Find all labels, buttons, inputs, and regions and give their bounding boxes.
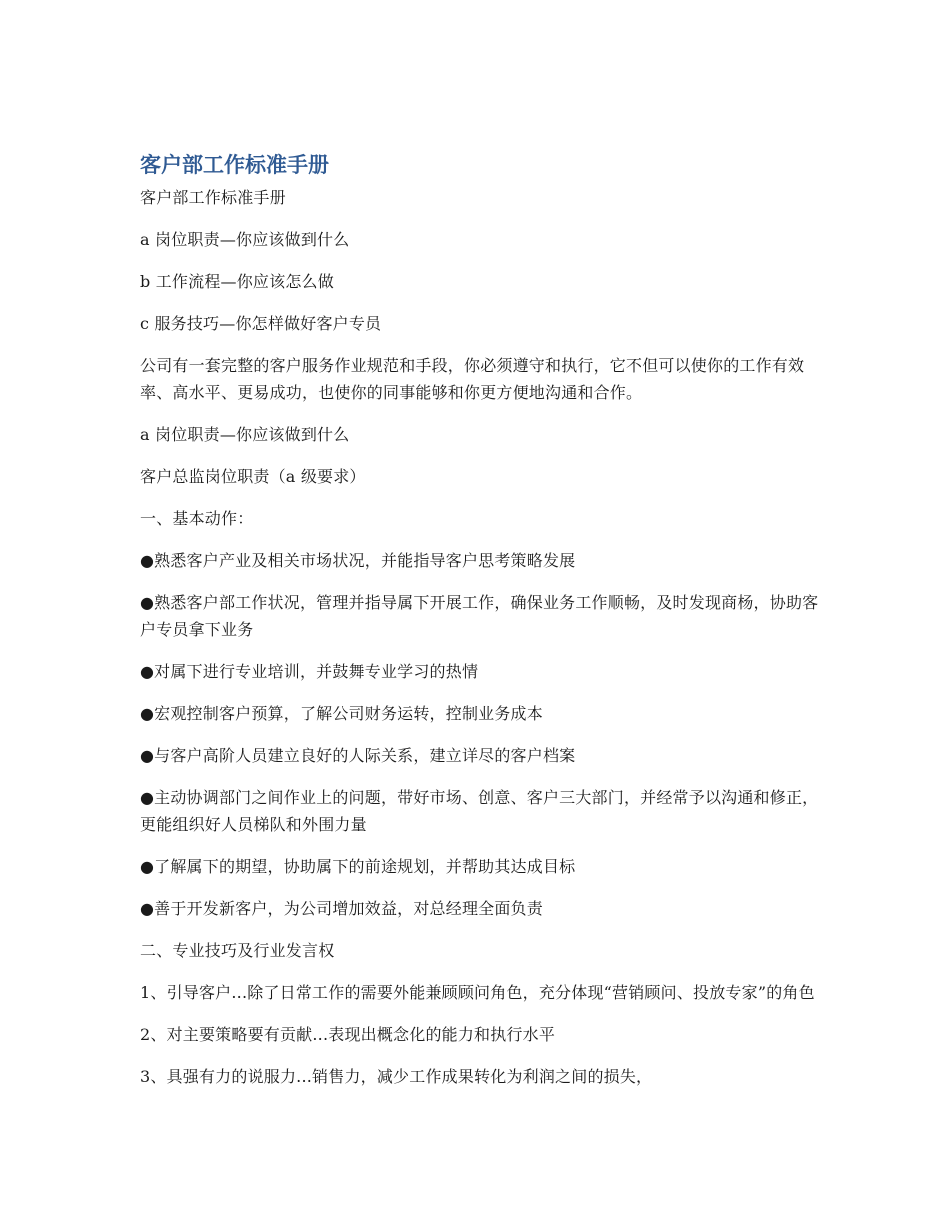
bullet-item: ●宏观控制客户预算，了解公司财务运转，控制业务成本 [140, 704, 543, 723]
document-page [140, 150, 820, 1105]
bullet-item: ●对属下进行专业培训，并鼓舞专业学习的热情 [140, 662, 479, 681]
document-title: 客户部工作标准手册 [140, 153, 329, 177]
paragraph-toc-a: a 岗位职责—你应该做到什么 [140, 230, 350, 249]
bullet-item: ●与客户高阶人员建立良好的人际关系，建立详尽的客户档案 [140, 746, 576, 765]
paragraph-toc-c: c 服务技巧—你怎样做好客户专员 [140, 314, 382, 333]
numbered-item: 1、引导客户...除了日常工作的需要外能兼顾顾问角色，充分体现“营销顾问、投放专家”的角色 [140, 983, 815, 1002]
bullet-item: ●熟悉客户产业及相关市场状况，并能指导客户思考策略发展 [140, 551, 576, 570]
paragraph-subtitle: 客户部工作标准手册 [140, 188, 286, 207]
paragraph-section-two: 二、专业技巧及行业发言权 [140, 941, 335, 960]
paragraph-section-a: a 岗位职责—你应该做到什么 [140, 425, 350, 444]
bullet-item: ●主动协调部门之间作业上的问题，带好市场、创意、客户三大部门，并经常予以沟通和修正，更能组织好人员梯队和外围力量 [140, 788, 819, 834]
bullet-item: ●善于开发新客户，为公司增加效益，对总经理全面负责 [140, 899, 543, 918]
paragraph-basic-actions: 一、基本动作： [140, 509, 254, 528]
numbered-item: 2、对主要策略要有贡献...表现出概念化的能力和执行水平 [140, 1025, 556, 1044]
bullet-item: ●了解属下的期望，协助属下的前途规划，并帮助其达成目标 [140, 857, 576, 876]
bullet-item: ●熟悉客户部工作状况，管理并指导属下开展工作，确保业务工作顺畅，及时发现商杨，协助客户专员拿下业务 [140, 593, 819, 639]
paragraph-intro: 公司有一套完整的客户服务作业规范和手段，你必须遵守和执行，它不但可以使你的工作有效率、高水平、更易成功，也使你的同事能够和你更方便地沟通和合作。 [140, 356, 805, 402]
paragraph-toc-b: b 工作流程—你应该怎么做 [140, 272, 334, 291]
paragraph-director-duties: 客户总监岗位职责（a 级要求） [140, 467, 366, 486]
numbered-item: 3、具强有力的说服力...销售力，减少工作成果转化为利润之间的损失， [140, 1067, 653, 1086]
